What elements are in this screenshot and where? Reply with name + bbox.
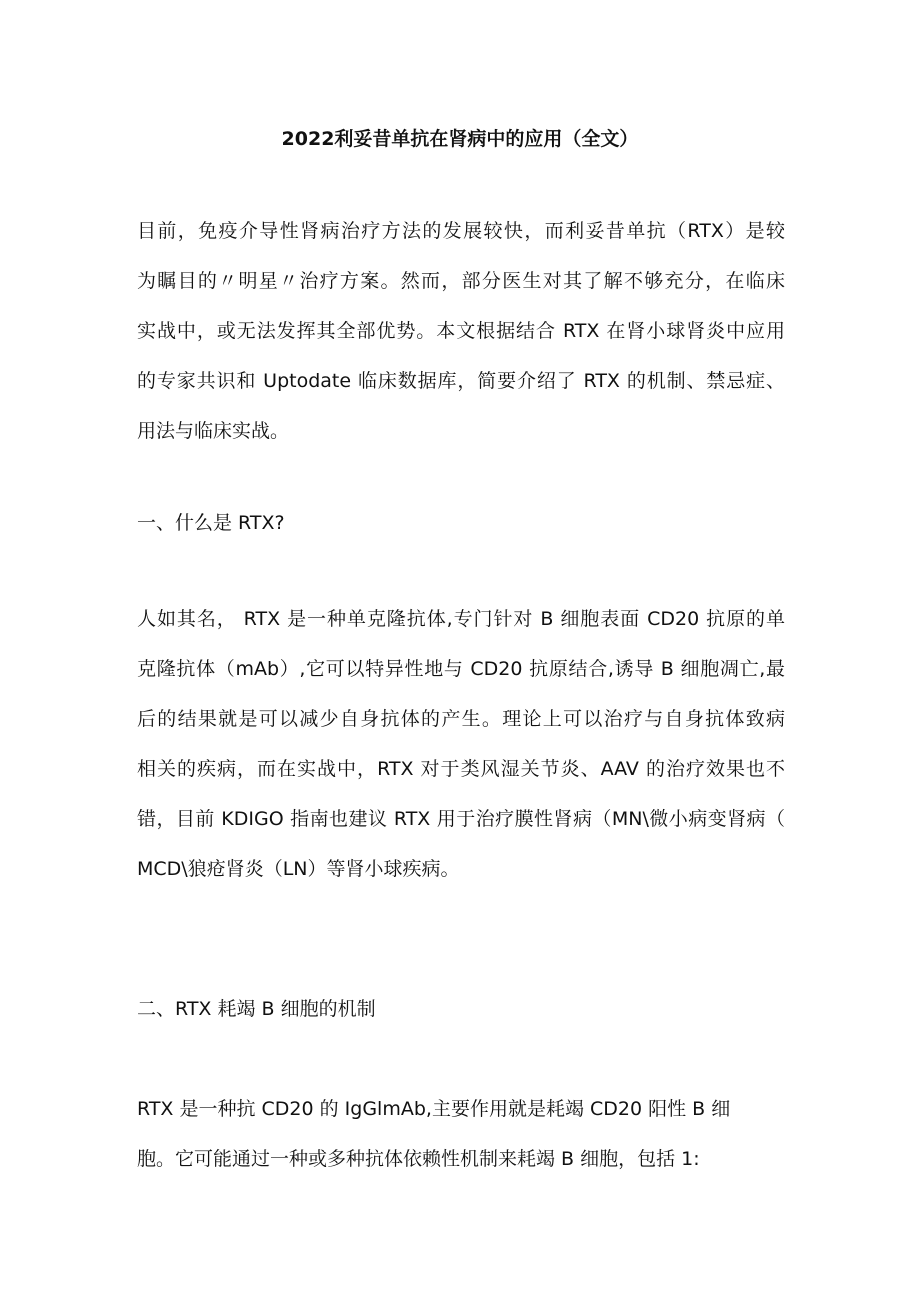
intro-line: 的专家共识和 Uptodate 临床数据库，简要介绍了 RTX 的机制、禁忌症、 <box>137 370 785 392</box>
section2-line: RTX 是一种抗 CD20 的 IgGlmAb,主要作用就是耗竭 CD20 阳性 B 细 <box>137 1098 731 1120</box>
section1-line: MCD\狼疮肾炎（LN）等肾小球疾病。 <box>137 858 460 880</box>
section1-line: 相关的疾病，而在实战中，RTX 对于类风湿关节炎、AAV 的治疗效果也不 <box>137 758 785 780</box>
section2-heading: 二、RTX 耗竭 B 细胞的机制 <box>137 998 376 1020</box>
section1-heading: 一、什么是 RTX? <box>137 512 285 534</box>
intro-line: 实战中，或无法发挥其全部优势。本文根据结合 RTX 在肾小球肾炎中应用 <box>137 320 785 342</box>
intro-line: 目前，免疫介导性肾病治疗方法的发展较快，而利妥昔单抗（RTX）是较 <box>137 220 785 242</box>
section1-line: 人如其名， RTX 是一种单克隆抗体,专门针对 B 细胞表面 CD20 抗原的单 <box>137 608 785 630</box>
section1-line: 错，目前 KDIGO 指南也建议 RTX 用于治疗膜性肾病（MN\微小病变肾病（ <box>137 808 785 830</box>
intro-line: 用法与临床实战。 <box>137 420 290 442</box>
intro-line: 为瞩目的〃明星〃治疗方案。然而，部分医生对其了解不够充分，在临床 <box>137 270 785 292</box>
document-title: 2022利妥昔单抗在肾病中的应用（全文） <box>281 128 639 150</box>
section2-line: 胞。它可能通过一种或多种抗体依赖性机制来耗竭 B 细胞，包括 1: <box>137 1148 700 1170</box>
section1-line: 后的结果就是可以减少自身抗体的产生。理论上可以治疗与自身抗体致病 <box>137 708 785 730</box>
section1-line: 克隆抗体（mAb）,它可以特异性地与 CD20 抗原结合,诱导 B 细胞凋亡,最 <box>137 658 785 680</box>
